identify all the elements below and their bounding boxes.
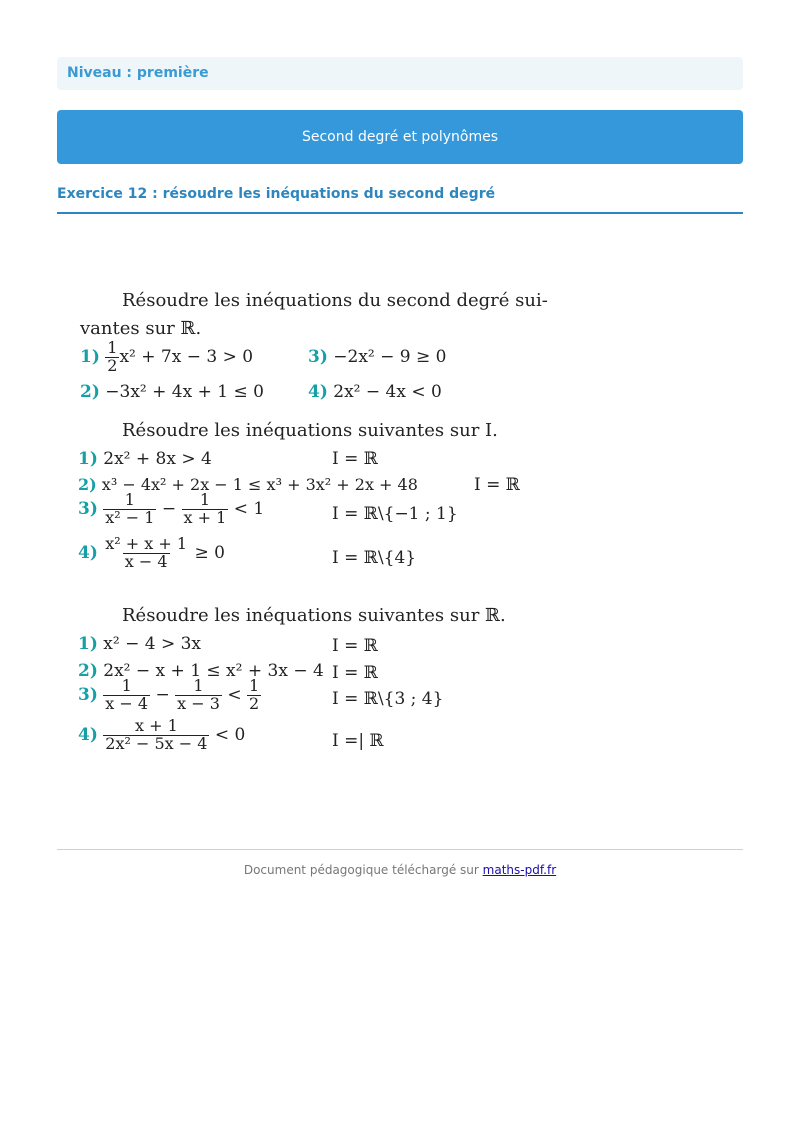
- part1-intro-line2: vantes sur ℝ.: [80, 318, 202, 339]
- part3-domain-1: I = ℝ: [332, 636, 378, 656]
- part1-intro-line1: Résoudre les inéquations du second degré sui-: [122, 290, 548, 311]
- part3-domain-4: I =| ℝ: [332, 731, 384, 751]
- item-expression: −3x² + 4x + 1 ≤ 0: [105, 382, 264, 402]
- part3-item-3: 3) $\frac{1}{x - 4}$ − $\frac{1}{x - 3}$ < $\frac{1}{2}$: [78, 676, 260, 713]
- part2-domain-4: I = ℝ\{4}: [332, 548, 417, 568]
- fraction: $\frac{1}{x - 4}$: [105, 676, 149, 713]
- item-expression: < 1: [233, 498, 265, 519]
- part1-item-1: [80, 340, 253, 375]
- item-expression: x³ − 4x² + 2x − 1 ≤ x³ + 3x² + 2x + 48: [101, 475, 418, 494]
- fraction: $\frac{1}{x - 3}$: [177, 676, 220, 713]
- fraction: $\frac{1}{2}$: [248, 676, 260, 713]
- item-number: 3): [78, 684, 98, 705]
- part1-item-4: [308, 382, 442, 402]
- item-number: 2): [78, 475, 97, 494]
- part2-intro: Résoudre les inéquations suivantes sur I.: [122, 420, 498, 441]
- item-expression: 2x² + 8x > 4: [103, 449, 212, 469]
- exercise-title: Exercice 12 : résoudre les inéquations du second degré: [57, 186, 743, 214]
- fraction: $\frac{1}{\text{x² − 1}}$: [105, 490, 155, 527]
- item-expression: 2x² − x + 1 ≤ x² + 3x − 4: [103, 661, 324, 681]
- fraction: $\frac{\text{x² + x + 1}}{x - 4}$: [105, 534, 188, 571]
- item-number: 4): [78, 542, 98, 563]
- fraction: $\frac{1}{2}$: [107, 338, 118, 375]
- item-number: 4): [308, 382, 328, 402]
- part2-domain-1: I = ℝ: [332, 449, 378, 469]
- footer-text: Document pédagogique téléchargé sur: [243, 863, 479, 877]
- item-number: 3): [308, 347, 328, 367]
- part3-item-1: [78, 634, 201, 654]
- part3-domain-3: I = ℝ\{3 ; 4}: [332, 689, 444, 709]
- item-number: 1): [78, 449, 98, 469]
- part2-domain-3: I = ℝ\{−1 ; 1}: [332, 504, 458, 524]
- level-label: Niveau : première: [57, 57, 743, 90]
- fraction: $\frac{1}{x + 1}$: [183, 490, 227, 527]
- part2-item-3: 3) $\frac{1}{\text{x² − 1}}$ − $\frac{1}{x + 1}$ < 1: [78, 490, 265, 527]
- part2-item-4: [78, 536, 225, 571]
- item-expression: ≥ 0: [194, 542, 225, 563]
- item-number: 2): [78, 661, 98, 681]
- item-expression: −2x² − 9 ≥ 0: [333, 347, 447, 367]
- item-number: 1): [78, 634, 98, 654]
- part3-intro: Résoudre les inéquations suivantes sur ℝ.: [122, 605, 506, 626]
- chapter-banner: Second degré et polynômes: [57, 110, 743, 164]
- part1-item-2: [80, 382, 264, 402]
- item-number: 1): [80, 346, 100, 367]
- part3-domain-2: I = ℝ: [332, 663, 378, 683]
- item-expression: < 0: [214, 724, 246, 745]
- item-expression: 2x² − 4x < 0: [333, 382, 442, 402]
- part2-item-1: [78, 449, 212, 469]
- item-expression: x² + 7x − 3 > 0: [119, 346, 254, 367]
- item-number: 2): [80, 382, 100, 402]
- item-expression: x² − 4 > 3x: [103, 634, 202, 654]
- part1-item-3: [308, 347, 446, 367]
- part3-item-4: [78, 718, 245, 753]
- exercise-image: [74, 282, 548, 772]
- item-number: 3): [78, 498, 98, 519]
- item-number: 4): [78, 724, 98, 745]
- fraction: $\frac{x + 1}{\text{2x² − 5x − 4}}$: [105, 716, 208, 753]
- footer-link[interactable]: maths-pdf.fr: [482, 863, 557, 877]
- footer: [57, 849, 743, 877]
- part2-domain-2: I = ℝ: [474, 475, 520, 495]
